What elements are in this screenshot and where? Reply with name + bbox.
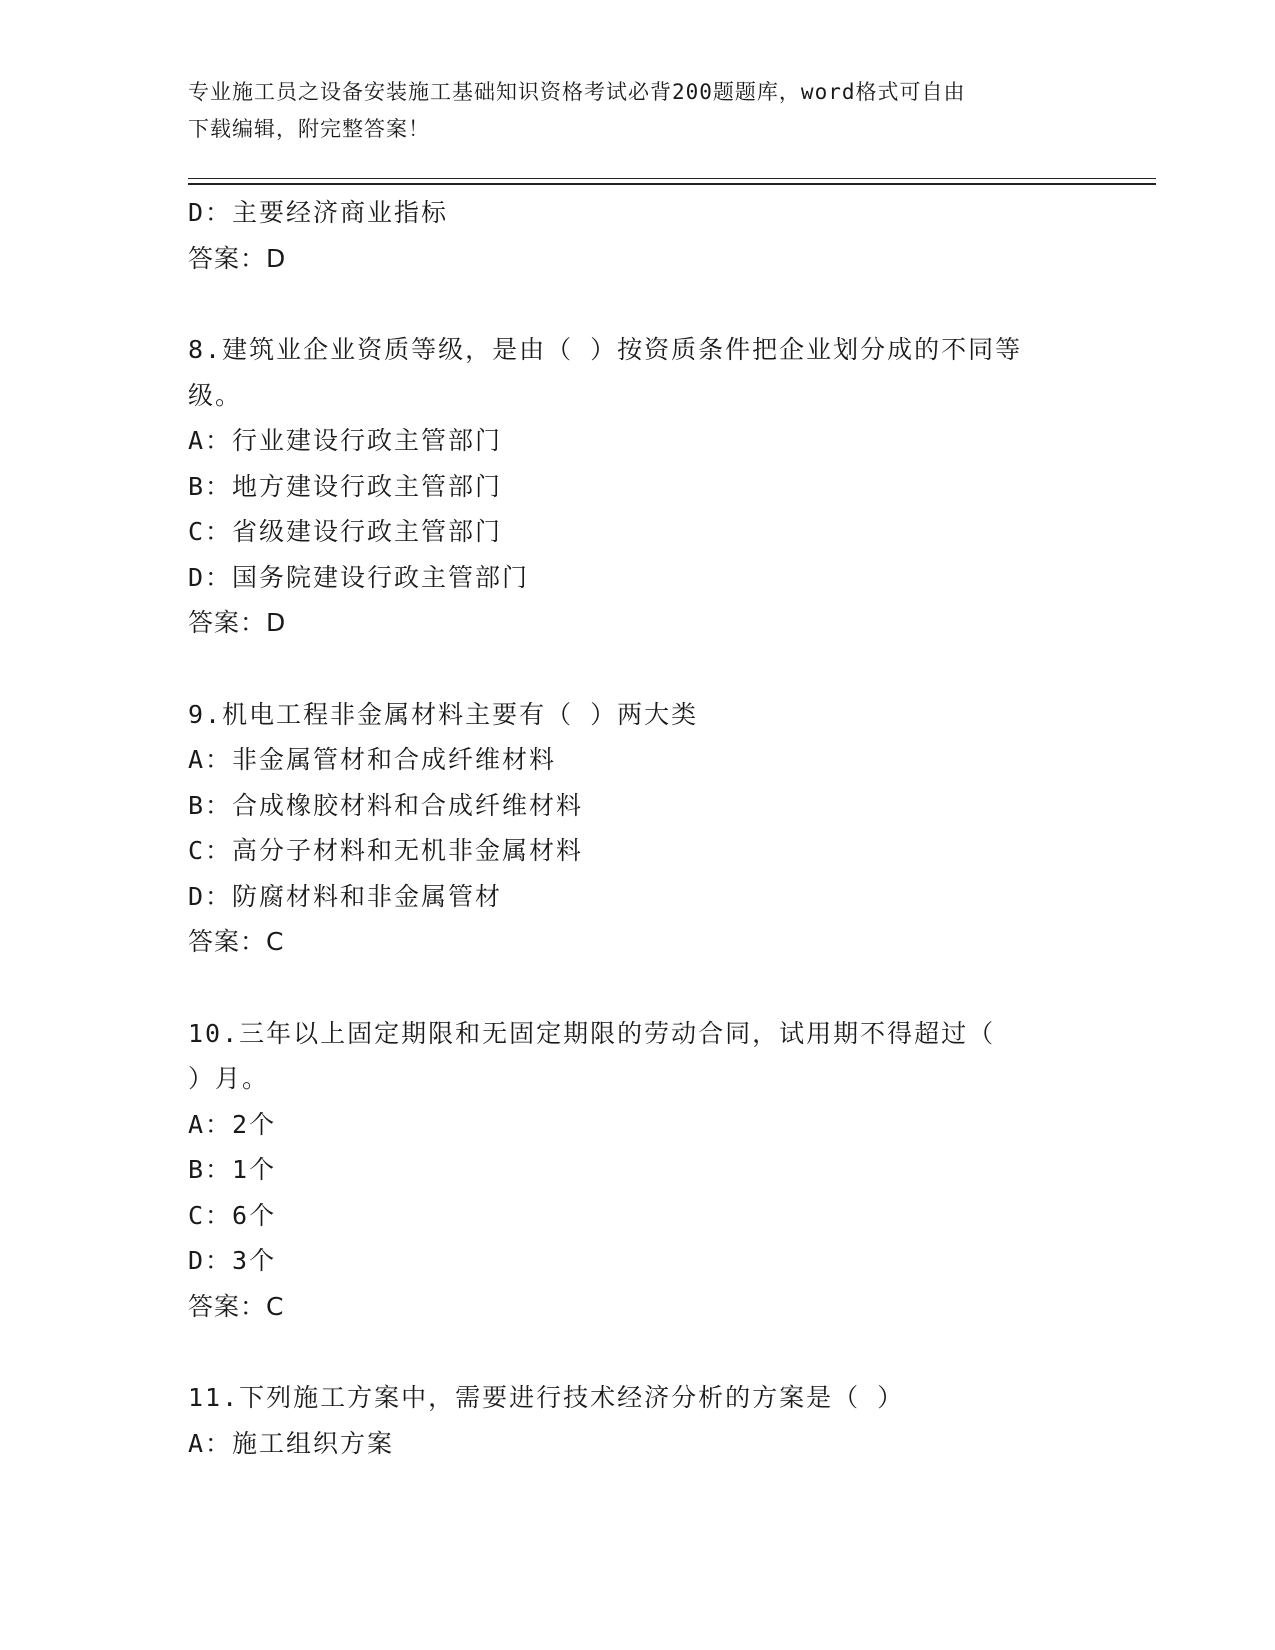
- option-d: D：主要经济商业指标: [188, 198, 449, 227]
- question-10: [188, 1011, 1088, 1330]
- document-header: [188, 74, 1068, 148]
- question-stem: 10.三年以上固定期限和无固定期限的劳动合同，试用期不得超过（: [188, 1018, 996, 1048]
- question-9: [188, 692, 1088, 965]
- option-a: A：非金属管材和合成纤维材料: [188, 745, 557, 774]
- question-8: [188, 327, 1088, 646]
- option-d: D：防腐材料和非金属管材: [188, 881, 503, 911]
- header-line-2: 下载编辑，附完整答案！: [188, 117, 430, 141]
- question-stem: 8.建筑业企业资质等级，是由（ ）按资质条件把企业划分成的不同等: [188, 335, 1023, 364]
- option-d: D：国务院建设行政主管部门: [188, 562, 530, 592]
- option-a: A：行业建设行政主管部门: [188, 426, 503, 455]
- header-divider-thick: [188, 183, 1156, 185]
- option-b: B：1个: [188, 1155, 277, 1184]
- option-a: A：2个: [188, 1109, 277, 1139]
- option-d: D：3个: [188, 1246, 277, 1275]
- option-b: B：地方建设行政主管部门: [188, 471, 503, 501]
- option-c: C：高分子材料和无机非金属材料: [188, 836, 584, 865]
- option-c: C：6个: [188, 1200, 277, 1230]
- question-11: [188, 1375, 1088, 1466]
- question-stem: 11.下列施工方案中，需要进行技术经济分析的方案是（ ）: [188, 1383, 905, 1412]
- question-stem-continued: ）月。: [188, 1064, 270, 1093]
- answer-line: 答案：D: [188, 608, 287, 637]
- option-a: A：施工组织方案: [188, 1428, 395, 1458]
- question-stem: 9.机电工程非金属材料主要有（ ）两大类: [188, 699, 699, 729]
- option-c: C：省级建设行政主管部门: [188, 517, 503, 546]
- answer-line: 答案：D: [188, 243, 287, 273]
- question-stem-continued: 级。: [188, 380, 243, 410]
- prev-question-tail: [188, 190, 1088, 281]
- header-divider-thin: [188, 178, 1156, 179]
- answer-line: 答案：C: [188, 927, 285, 956]
- answer-line: 答案：C: [188, 1291, 285, 1321]
- question-list: [188, 190, 1088, 1466]
- option-b: B：合成橡胶材料和合成纤维材料: [188, 790, 584, 820]
- header-line-1: 专业施工员之设备安装施工基础知识资格考试必背200题题库，word格式可自由: [188, 80, 966, 104]
